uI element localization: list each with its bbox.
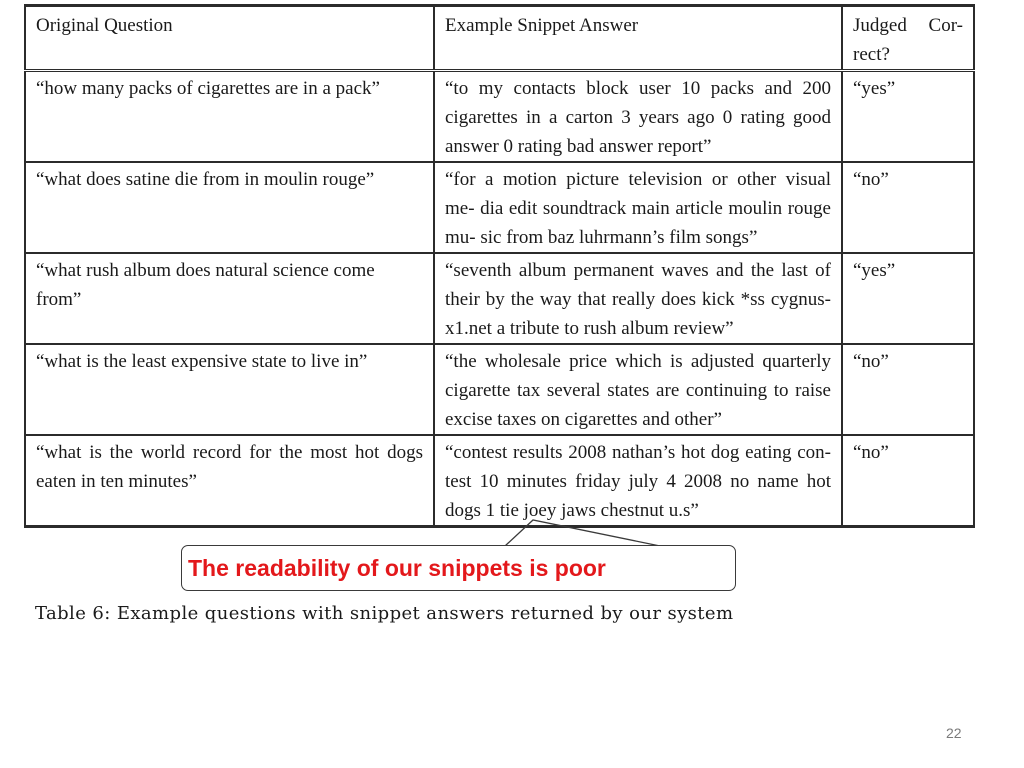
judged-cell: “no” bbox=[842, 435, 974, 527]
snippet-cell: “the wholesale price which is adjusted quarterly cigarette tax several states are continuing to raise excise taxes on cigarettes and other” bbox=[434, 344, 842, 435]
header-example-snippet-answer: Example Snippet Answer bbox=[434, 6, 842, 71]
header-judged-correct-label: Judged Cor- rect? bbox=[853, 15, 963, 65]
question-cell: “what rush album does natural science come from” bbox=[25, 253, 434, 344]
snippet-examples-table bbox=[24, 4, 975, 528]
snippet-cell: “contest results 2008 nathan’s hot dog eating con- test 10 minutes friday july 4 2008 no name hot dogs 1 tie joey jaws chestnut u.s” bbox=[434, 435, 842, 527]
question-cell: “what is the least expensive state to live in” bbox=[25, 344, 434, 435]
page-number: 22 bbox=[946, 725, 962, 741]
header-original-question: Original Question bbox=[25, 6, 434, 71]
table-row bbox=[25, 253, 974, 344]
question-cell: “what is the world record for the most hot dogs eaten in ten minutes” bbox=[25, 435, 434, 527]
table-header-row bbox=[25, 6, 974, 71]
header-judged-correct bbox=[842, 6, 974, 71]
table-caption: Table 6: Example questions with snippet answers returned by our system bbox=[35, 603, 734, 624]
judged-cell: “yes” bbox=[842, 253, 974, 344]
table-row bbox=[25, 162, 974, 253]
snippet-cell: “to my contacts block user 10 packs and 200 cigarettes in a carton 3 years ago 0 rating good answer 0 rating bad answer report” bbox=[434, 71, 842, 163]
judged-cell: “no” bbox=[842, 344, 974, 435]
callout-text: The readability of our snippets is poor bbox=[188, 555, 606, 581]
table-row bbox=[25, 435, 974, 527]
snippet-cell: “for a motion picture television or other visual me- dia edit soundtrack main article moulin rouge mu- sic from baz luhrmann’s film songs” bbox=[434, 162, 842, 253]
question-cell: “how many packs of cigarettes are in a pack” bbox=[25, 71, 434, 163]
callout-box bbox=[181, 545, 736, 591]
snippet-cell: “seventh album permanent waves and the last of their by the way that really does kick *ss cygnus- x1.net a tribute to rush album review” bbox=[434, 253, 842, 344]
table-row bbox=[25, 344, 974, 435]
question-cell: “what does satine die from in moulin rouge” bbox=[25, 162, 434, 253]
table-row bbox=[25, 71, 974, 163]
judged-cell: “no” bbox=[842, 162, 974, 253]
judged-cell: “yes” bbox=[842, 71, 974, 163]
